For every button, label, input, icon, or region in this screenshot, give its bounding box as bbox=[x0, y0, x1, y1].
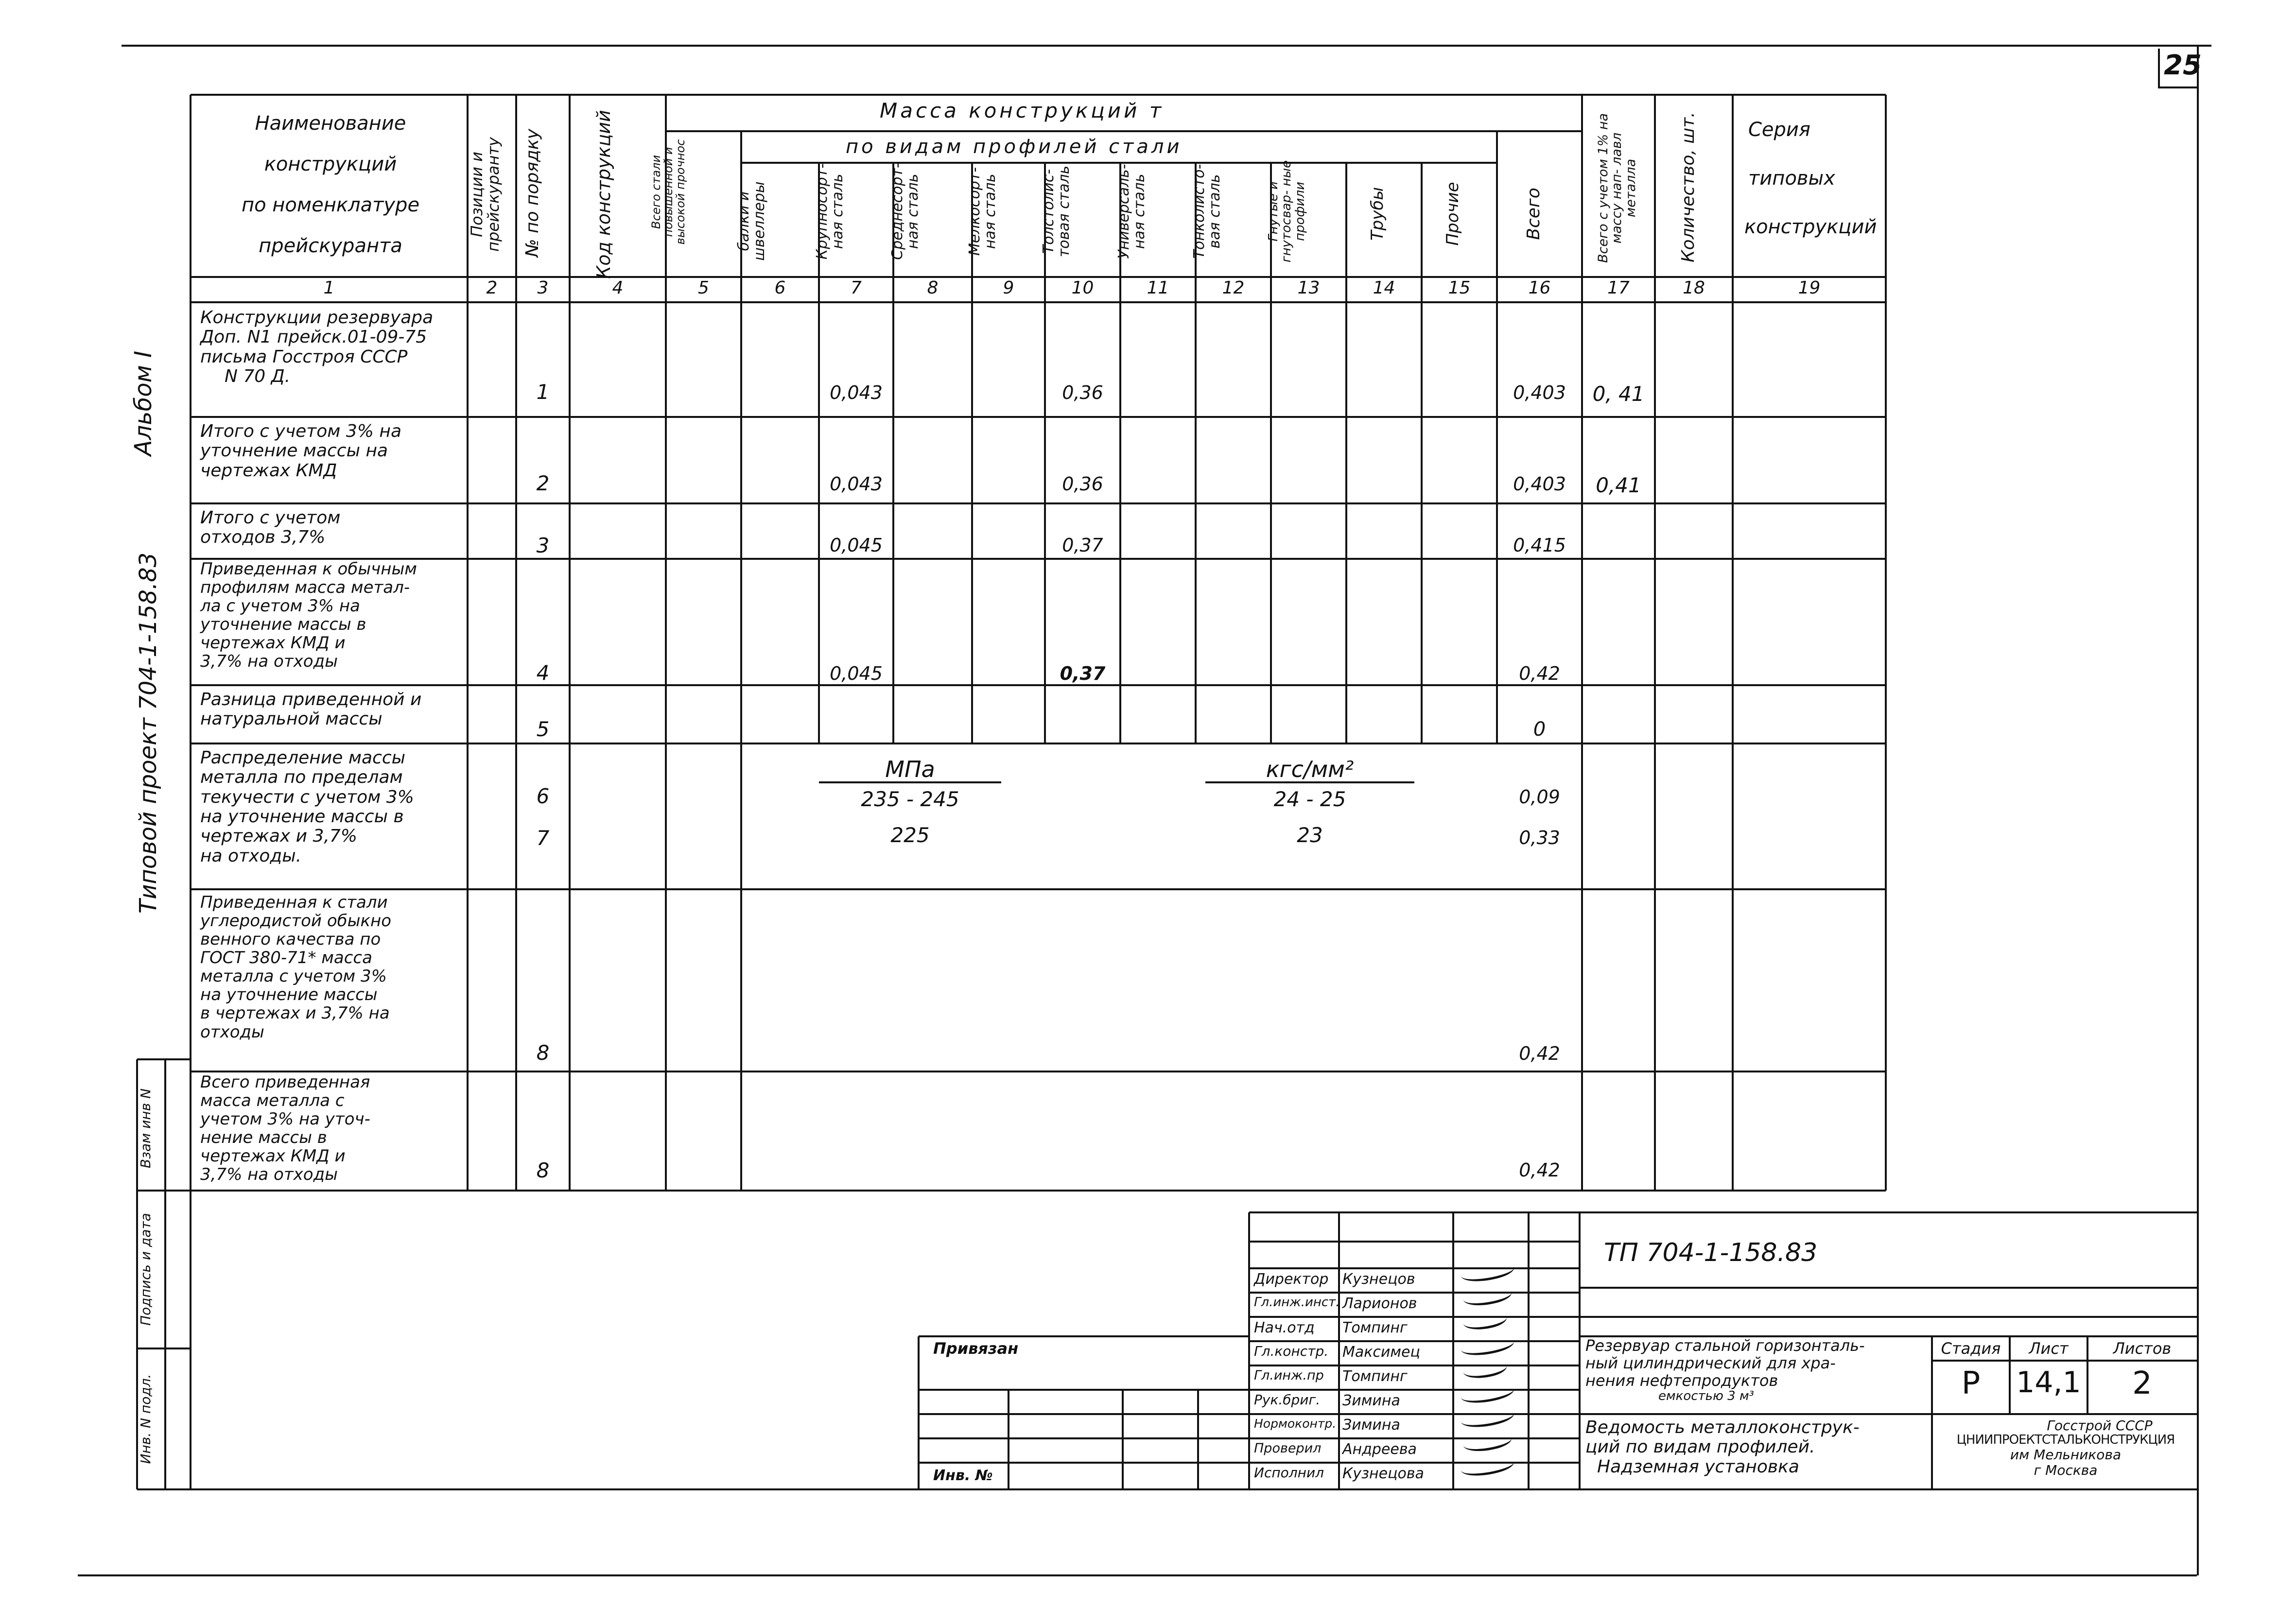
header-col16: Всего bbox=[1524, 188, 1544, 240]
row-3-col7: 0,045 bbox=[830, 535, 883, 556]
header-col5: Всего стали повышенной и высокой прочнос bbox=[649, 139, 688, 245]
row-7-num: 7 bbox=[536, 826, 550, 850]
row-3-col16: 0,415 bbox=[1513, 535, 1566, 556]
header-col2: Позиции и прейскуранту bbox=[468, 137, 503, 252]
header-col17: Всего с учетом 1% на массу нап- лавл металла bbox=[1596, 113, 1638, 263]
stamp-org: Госстрой СССР ЦНИИПРОЕКТСТАЛЬКОНСТРУКЦИЯ им Мельникова г Москва bbox=[1956, 1417, 2175, 1478]
header-col18: Количество, шт. bbox=[1678, 112, 1698, 262]
margin-vzam: Взам инв N bbox=[138, 1088, 154, 1169]
row-6-col16: 0,09 bbox=[1519, 786, 1560, 808]
header-col6: балки и швеллеры bbox=[735, 181, 768, 261]
kgf-row2: 23 bbox=[1297, 823, 1323, 847]
header-by-profiles: по видам профилей стали bbox=[846, 136, 1183, 158]
row-2-col10: 0,36 bbox=[1062, 473, 1103, 495]
stamp-doc-code: ТП 704-1-158.83 bbox=[1604, 1238, 1818, 1267]
row-2-num: 2 bbox=[536, 471, 550, 495]
kgf-label: кгс/мм² bbox=[1266, 756, 1354, 782]
row-8-col16: 0,42 bbox=[1519, 1043, 1560, 1064]
header-col12: Тонколисто- вая сталь bbox=[1191, 164, 1223, 259]
document-page: 25 Наименование конструкций по номенклатуре прейскуранта Позиции и прейскуранту № по порядку Код конструкций Масса конструкций т по видам профилей стали Всего стали повышенной и высокой прочнос балки и швеллеры Крупносорт- ная сталь Среднесорт- ная сталь Мелкосорт- ная сталь Толстолис- товая сталь Универсаль- ная сталь Тонколисто- вая сталь Гнутые и гнутосвар- ные профили Трубы Прочие Всего Всего с учетом 1% на массу нап- лавл металла Количество, шт. Серия типовых конструкций 1 2 3 4 5 6 7 8 9 10 11 12 13 14 15 16 17 18 19 Конструкции резервуара Доп. N1 прейск.01-09-75 письма Госстроя СССР N 70 Д. 1 0,043 0,36 0,403 0, 41 Итого с учетом 3% на уточнение массы на чертежах КМД 2 0,043 0,36 0,403 0,41 Итого с учетом отходов 3,7% 3 0,045 0,37 0,415 Приведенная к обычным профилям масса метал- ла с учетом 3% на уточнение массы в чертежах КМД и 3,7% на отходы 4 0,045 0,37 0,42 Разница приведенной и натуральной массы 5 0 Распределение массы металла по пределам текучести с учетом 3% на уточнение массы в чертежах и 3,7% на отходы. 6 7 0,09 0,33 МПа 235 - 245 225 кгс/мм² 24 - 25 23 Приведенная к стали углеродистой обыкно венного качества по ГОСТ 380-71* масса металла с учетом 3% на уточнение массы в чертежах и 3,7% на отходы 8 0,42 Всего приведенная масса металла с учетом 3% на уточ- нение массы в чертежах КМД и 3,7% на отходы 8 0,42 Альбом I Типовой проект 704-1-158.83 Взам инв N Подпись и дата Инв. N подл. Привязан Инв. № Директор Кузнецов Гл.инж.инст. Ларионов Нач.отд Томпинг Гл.констр. Максимец Гл.инж.пр Томпинг Рук.бриг. Зимина Нормоконтр. Зимина Проверил Андреева Исполнил Кузнецова ТП 704-1-158.83 Резервуар стальной горизонталь- ный цилиндрический для хра- нения нефтепродуктов емкостью 3 м³ Ведомость металлоконструк- ций по видам профилей. Надземная установка Стадия Лист Листов Р 14,1 2 Госстрой СССР ЦНИИПРОЕКТСТАЛЬКОНСТРУКЦИЯ им Мельникова г Москва bbox=[0, 0, 2296, 1607]
header-col10: Толстолис- товая сталь bbox=[1040, 165, 1073, 258]
margin-project: Типовой проект 704-1-158.83 bbox=[135, 552, 162, 914]
row-2-col16: 0,403 bbox=[1513, 473, 1566, 495]
row-1-col17: 0, 41 bbox=[1592, 382, 1645, 406]
stamp-sheet-title: Ведомость металлоконструк- ций по видам профилей. Надземная установка bbox=[1585, 1417, 1860, 1477]
row-2-col17: 0,41 bbox=[1596, 473, 1641, 497]
row-6-num: 6 bbox=[536, 784, 550, 808]
row-1-col10: 0,36 bbox=[1062, 382, 1103, 403]
header-col14: Трубы bbox=[1368, 187, 1387, 241]
mpa-label: МПа bbox=[885, 756, 935, 782]
header-col3: № по порядку bbox=[522, 129, 542, 257]
mpa-row2: 225 bbox=[890, 823, 930, 847]
header-col1: Наименование конструкций по номенклатуре прейскуранта bbox=[241, 112, 420, 257]
row-9-name: Всего приведенная масса металла с учетом 3% на уточ- нение массы в чертежах КМД и 3,7% на отходы bbox=[200, 1072, 370, 1185]
header-col4: Код конструкций bbox=[593, 110, 614, 279]
row-3-col10: 0,37 bbox=[1062, 535, 1103, 556]
row-3-num: 3 bbox=[536, 534, 550, 557]
row-8-num: 8 bbox=[536, 1041, 550, 1065]
page-number: 25 bbox=[2164, 50, 2202, 81]
row-1-name: Конструкции резервуара Доп. N1 прейск.01-09-75 письма Госстроя СССР N 70 Д. bbox=[200, 308, 434, 386]
margin-podpis: Подпись и дата bbox=[138, 1213, 154, 1326]
row-1-col16: 0,403 bbox=[1513, 382, 1566, 403]
header-col13: Гнутые и гнутосвар- ные профили bbox=[1266, 160, 1307, 263]
stamp-title: Резервуар стальной горизонталь- ный цилиндрический для хра- нения нефтепродуктов емкостью 3 м³ bbox=[1585, 1336, 1865, 1404]
margin-inv: Инв. N подл. bbox=[138, 1374, 154, 1464]
row-8-name: Приведенная к стали углеродистой обыкно венного качества по ГОСТ 380-71* масса металла с учетом 3% на уточнение массы в чертежах и 3,7% на отходы bbox=[200, 893, 392, 1042]
kgf-row1: 24 - 25 bbox=[1273, 787, 1346, 811]
row-4-col16: 0,42 bbox=[1519, 663, 1560, 684]
row-4-num: 4 bbox=[536, 661, 550, 685]
row-9-num: 8 bbox=[536, 1158, 550, 1182]
stamp-sheets-label: Листов bbox=[2113, 1339, 2172, 1358]
header-col7: Крупносорт- ная сталь bbox=[814, 163, 846, 259]
header-col8: Среднесорт- ная сталь bbox=[889, 163, 922, 260]
row-1-num: 1 bbox=[536, 380, 550, 404]
row-6-name: Распределение массы металла по пределам текучести с учетом 3% на уточнение массы в чертежах и 3,7% на отходы. bbox=[200, 748, 414, 866]
row-2-col7: 0,043 bbox=[830, 473, 883, 495]
header-col9: Мелкосорт- ная сталь bbox=[966, 167, 999, 256]
stamp-stage-label: Стадия bbox=[1941, 1339, 2001, 1358]
stamp-sheets: 2 bbox=[2132, 1365, 2152, 1401]
header-col19: Серия типовых конструкций bbox=[1744, 119, 1877, 238]
row-9-col16: 0,42 bbox=[1519, 1159, 1560, 1181]
row-4-col10: 0,37 bbox=[1060, 663, 1106, 684]
row-2-name: Итого с учетом 3% на уточнение массы на чертежах КМД bbox=[200, 421, 402, 481]
margin-album: Альбом I bbox=[130, 350, 157, 456]
row-3-name: Итого с учетом отходов 3,7% bbox=[200, 508, 341, 548]
stamp-privyazan: Привязан bbox=[933, 1339, 1019, 1358]
row-5-col16: 0 bbox=[1533, 718, 1546, 741]
row-5-num: 5 bbox=[536, 717, 550, 741]
header-col15: Прочие bbox=[1443, 182, 1462, 246]
row-4-name: Приведенная к обычным профилям масса метал- ла с учетом 3% на уточнение массы в чертежах КМД и 3,7% на отходы bbox=[200, 559, 417, 672]
row-1-col7: 0,043 bbox=[830, 382, 883, 403]
header-col11: Универсаль- ная сталь bbox=[1115, 164, 1148, 259]
stamp-inv-no: Инв. № bbox=[933, 1467, 993, 1484]
stamp-sheet: 14,1 bbox=[2016, 1365, 2081, 1400]
stamp-stage: Р bbox=[1961, 1365, 1981, 1401]
row-5-name: Разница приведенной и натуральной массы bbox=[200, 690, 422, 729]
header-mass-title: Масса конструкций т bbox=[880, 99, 1165, 122]
row-7-col16: 0,33 bbox=[1519, 827, 1560, 848]
mpa-row1: 235 - 245 bbox=[861, 787, 959, 811]
row-4-col7: 0,045 bbox=[830, 663, 883, 684]
stamp-sheet-label: Лист bbox=[2029, 1339, 2069, 1358]
